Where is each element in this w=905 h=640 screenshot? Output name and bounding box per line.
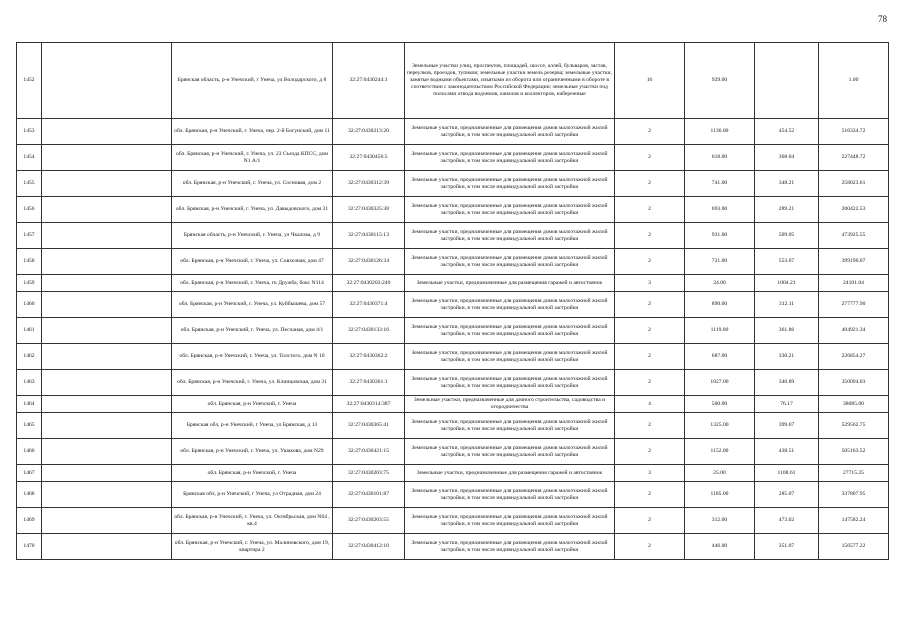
land-use-cell: Земельные участки, предназначенные для размещения домов малоэтажной жилой застройки, в том числе индивидуальной жилой застройки <box>405 370 615 396</box>
land-use-cell: Земельные участки, предназначенные для размещения домов малоэтажной жилой застройки, в том числе индивидуальной жилой застройки <box>405 171 615 197</box>
row-number-cell: 1462 <box>17 344 42 370</box>
unit-value-cell: 473.02 <box>755 508 819 534</box>
area-cell: 693.00 <box>685 197 755 223</box>
blank-cell <box>42 197 172 223</box>
blank-cell <box>42 396 172 413</box>
area-cell: 1325.00 <box>685 413 755 439</box>
table-row <box>17 413 889 439</box>
unit-value-cell: 399.67 <box>755 413 819 439</box>
table-row <box>17 508 889 534</box>
area-cell: 687.00 <box>685 344 755 370</box>
cadastral-number-cell: 32:27:0430133:16 <box>333 318 405 344</box>
address-cell: Брянская область, р-н Унечский, г. Унеча, ул Чкалова, д 9 <box>172 223 333 249</box>
cadastral-value-cell: 473925.55 <box>819 223 889 249</box>
blank-cell <box>42 508 172 534</box>
table-body <box>17 43 889 560</box>
table-row <box>17 344 889 370</box>
group-cell: 2 <box>615 508 685 534</box>
cadastral-value-cell: 337807.95 <box>819 482 889 508</box>
blank-cell <box>42 171 172 197</box>
blank-cell <box>42 223 172 249</box>
unit-value-cell: 312.11 <box>755 292 819 318</box>
blank-cell <box>42 145 172 171</box>
row-number-cell: 1457 <box>17 223 42 249</box>
group-cell: 2 <box>615 439 685 465</box>
unit-value-cell <box>755 43 819 119</box>
row-number-cell: 1452 <box>17 43 42 119</box>
area-cell: 24.00 <box>685 275 755 292</box>
unit-value-cell: 1108.61 <box>755 465 819 482</box>
cadastral-value-cell: 516334.72 <box>819 119 889 145</box>
address-cell: обл. Брянская, р-н Унечский, г. Унеча, ул. Малиновского, дом 19, квартира 2 <box>172 534 333 560</box>
table-row <box>17 318 889 344</box>
page-number: 78 <box>878 14 887 24</box>
row-number-cell: 1463 <box>17 370 42 396</box>
cadastral-value-cell: 404921.34 <box>819 318 889 344</box>
land-use-cell: Земельные участки, предназначенные для размещения домов малоэтажной жилой застройки, в том числе индивидуальной жилой застройки <box>405 318 615 344</box>
cadastral-value-cell: 147582.24 <box>819 508 889 534</box>
group-cell: 4 <box>615 396 685 413</box>
cadastral-value-cell: 350094.03 <box>819 370 889 396</box>
unit-value-cell: 438.51 <box>755 439 819 465</box>
row-number-cell: 1470 <box>17 534 42 560</box>
cadastral-value-cell: 226854.27 <box>819 344 889 370</box>
group-cell: 2 <box>615 344 685 370</box>
group-cell: 2 <box>615 534 685 560</box>
table-row <box>17 43 889 119</box>
cadastral-number-cell: 32:27:0430421:15 <box>333 439 405 465</box>
blank-cell <box>42 249 172 275</box>
land-use-cell: Земельные участки, предназначенные для размещения домов малоэтажной жилой застройки, в том числе индивидуальной жилой застройки <box>405 534 615 560</box>
blank-cell <box>42 439 172 465</box>
address-cell: обл. Брянская, р-н Унечский, г. Унеча, ул. Давыдовского, дом 31 <box>172 197 333 223</box>
row-number-cell: 1458 <box>17 249 42 275</box>
address-cell: обл. Брянская, р-н Унечский, г. Унеча, ул. Толстого, дом N 10 <box>172 344 333 370</box>
land-use-cell: Земельные участки, предназначенные для размещения домов малоэтажной жилой застройки, в том числе индивидуальной жилой застройки <box>405 249 615 275</box>
table-row <box>17 396 889 413</box>
land-use-cell: Земельные участки, предназначенные для размещения домов малоэтажной жилой застройки, в том числе индивидуальной жилой застройки <box>405 508 615 534</box>
group-cell: 16 <box>615 43 685 119</box>
area-cell: 890.00 <box>685 292 755 318</box>
cadastral-number-cell: 32:27:0430101:87 <box>333 482 405 508</box>
group-cell: 2 <box>615 223 685 249</box>
blank-cell <box>42 318 172 344</box>
row-number-cell: 1467 <box>17 465 42 482</box>
unit-value-cell: 368.04 <box>755 145 819 171</box>
land-use-cell: Земельные участки, предназначенные для размещения домов малоэтажной жилой застройки, в том числе индивидуальной жилой застройки <box>405 197 615 223</box>
area-cell: 741.00 <box>685 171 755 197</box>
address-cell: Брянская область, р-н Унечский, г Унеча, ул Володарского, д 8 <box>172 43 333 119</box>
cadastral-number-cell: 32:27:0430456:5 <box>333 145 405 171</box>
land-use-cell: Земельные участки, предназначенные для размещения домов малоэтажной жилой застройки, в том числе индивидуальной жилой застройки <box>405 223 615 249</box>
group-cell: 2 <box>615 145 685 171</box>
blank-cell <box>42 275 172 292</box>
row-number-cell: 1468 <box>17 482 42 508</box>
cadastral-value-cell: 156577.22 <box>819 534 889 560</box>
cadastral-value-cell: 1.00 <box>819 43 889 119</box>
unit-value-cell: 351.07 <box>755 534 819 560</box>
table-row <box>17 465 889 482</box>
area-cell: 929.00 <box>685 43 755 119</box>
cadastral-number-cell: 32:27:0430371:4 <box>333 292 405 318</box>
land-use-cell: Земельные участки, предназначенные для размещения гаражей и автостоянок <box>405 465 615 482</box>
cadastral-value-cell: 200422.53 <box>819 197 889 223</box>
blank-cell <box>42 292 172 318</box>
row-number-cell: 1466 <box>17 439 42 465</box>
cadastral-number-cell: 32:27:0430362:2 <box>333 344 405 370</box>
land-use-cell: Земельные участки, предназначенные для размещения домов малоэтажной жилой застройки, в том числе индивидуальной жилой застройки <box>405 413 615 439</box>
table-row <box>17 370 889 396</box>
area-cell: 1136.00 <box>685 119 755 145</box>
group-cell: 3 <box>615 465 685 482</box>
unit-value-cell: 1004.21 <box>755 275 819 292</box>
address-cell: обл. Брянская, р-н Унечский, г. Унеча, пер. 2-й Богунский, дом 11 <box>172 119 333 145</box>
unit-value-cell: 76.17 <box>755 396 819 413</box>
group-cell: 2 <box>615 119 685 145</box>
blank-cell <box>42 370 172 396</box>
address-cell: обл. Брянская, р-н Унечский, г. Унеча <box>172 396 333 413</box>
table-row <box>17 292 889 318</box>
table-row <box>17 197 889 223</box>
unit-value-cell: 553.67 <box>755 249 819 275</box>
cadastral-value-cell: 277777.90 <box>819 292 889 318</box>
area-cell: 25.00 <box>685 465 755 482</box>
table-row <box>17 275 889 292</box>
row-number-cell: 1464 <box>17 396 42 413</box>
address-cell: обл. Брянская, р-н Унечский, г. Унеча, ул. Ушакова, дом N29 <box>172 439 333 465</box>
row-number-cell: 1461 <box>17 318 42 344</box>
unit-value-cell: 509.05 <box>755 223 819 249</box>
address-cell: обл. Брянская, р-н Унечский, г. Унеча, ул. Песчаная, дом 4/1 <box>172 318 333 344</box>
land-use-cell: Земельные участки, предназначенные для размещения домов малоэтажной жилой застройки, в том числе индивидуальной жилой застройки <box>405 292 615 318</box>
blank-cell <box>42 534 172 560</box>
cadastral-value-cell: 258023.61 <box>819 171 889 197</box>
blank-cell <box>42 413 172 439</box>
group-cell: 2 <box>615 482 685 508</box>
group-cell: 2 <box>615 370 685 396</box>
blank-cell <box>42 482 172 508</box>
cadastral-number-cell: 32:27:0430325:38 <box>333 197 405 223</box>
cadastral-number-cell: 32:27:0430312:39 <box>333 171 405 197</box>
group-cell: 2 <box>615 171 685 197</box>
address-cell: обл. Брянская, р-н Унечский, г. Унеча, гк Дружба, бокс N114 <box>172 275 333 292</box>
cadastral-value-table <box>16 42 889 560</box>
unit-value-cell: 330.21 <box>755 344 819 370</box>
cadastral-number-cell: 32:27:0430213:20 <box>333 119 405 145</box>
area-cell: 1119.00 <box>685 318 755 344</box>
area-cell: 1185.00 <box>685 482 755 508</box>
group-cell: 2 <box>615 292 685 318</box>
table-row <box>17 439 889 465</box>
cadastral-number-cell: 32:27:0430203:55 <box>333 508 405 534</box>
unit-value-cell: 361.86 <box>755 318 819 344</box>
cadastral-value-cell: 399196.07 <box>819 249 889 275</box>
cadastral-number-cell: 32:27:0430126:34 <box>333 249 405 275</box>
area-cell: 721.00 <box>685 249 755 275</box>
cadastral-number-cell: 32:27:0430244:1 <box>333 43 405 119</box>
address-cell: Брянская обл, р-н Унечский, г Унеча, ул Отрадная, дом 24 <box>172 482 333 508</box>
cadastral-number-cell: 32:27:0430203:75 <box>333 465 405 482</box>
address-cell: обл. Брянская, р-н Унечский, г. Унеча <box>172 465 333 482</box>
cadastral-value-cell: 24101.04 <box>819 275 889 292</box>
row-number-cell: 1456 <box>17 197 42 223</box>
area-cell: 1152.00 <box>685 439 755 465</box>
cadastral-number-cell: 32:27:0430115:13 <box>333 223 405 249</box>
land-use-cell: Земельные участки, предназначенные для размещения домов малоэтажной жилой застройки, в том числе индивидуальной жилой застройки <box>405 439 615 465</box>
address-cell: обл. Брянская, р-н Унечский, г. Унеча, ул. Совхозная, дом 47 <box>172 249 333 275</box>
area-cell: 446.00 <box>685 534 755 560</box>
land-use-cell: Земельные участки улиц, проспектов, площадей, шоссе, аллей, бульваров, застав, переулков, проездов, тупиков; земельные участки земель резерва; земельные участки, занятые водными объектами, изъятыми из оборота или ограниченными в обороте в соответствии с законодательством Российской Федерации; земельные участки под полосами отвода водоемов, каналов и коллекторов, набережные <box>405 43 615 119</box>
cadastral-value-cell: 505163.52 <box>819 439 889 465</box>
area-cell: 500.00 <box>685 396 755 413</box>
cadastral-number-cell: 32:27:0430412:10 <box>333 534 405 560</box>
row-number-cell: 1459 <box>17 275 42 292</box>
land-use-cell: Земельные участки, предназначенные для дачного строительства, садоводства и огородничества <box>405 396 615 413</box>
row-number-cell: 1455 <box>17 171 42 197</box>
row-number-cell: 1469 <box>17 508 42 534</box>
cadastral-value-cell: 27715.25 <box>819 465 889 482</box>
group-cell: 2 <box>615 413 685 439</box>
cadastral-value-cell: 529562.75 <box>819 413 889 439</box>
cadastral-value-cell: 38085.00 <box>819 396 889 413</box>
blank-cell <box>42 43 172 119</box>
table-row <box>17 534 889 560</box>
table-row <box>17 249 889 275</box>
cadastral-number-cell: 32:27:0430365:41 <box>333 413 405 439</box>
unit-value-cell: 454.52 <box>755 119 819 145</box>
address-cell: Брянская обл, р-н Унечский, г Унеча, ул Брянская, д 13 <box>172 413 333 439</box>
group-cell: 2 <box>615 197 685 223</box>
cadastral-number-cell: 32:27:0430361:1 <box>333 370 405 396</box>
area-cell: 618.00 <box>685 145 755 171</box>
blank-cell <box>42 344 172 370</box>
row-number-cell: 1465 <box>17 413 42 439</box>
unit-value-cell: 340.89 <box>755 370 819 396</box>
row-number-cell: 1460 <box>17 292 42 318</box>
area-cell: 931.00 <box>685 223 755 249</box>
group-cell: 3 <box>615 275 685 292</box>
group-cell: 2 <box>615 249 685 275</box>
blank-cell <box>42 465 172 482</box>
address-cell: обл. Брянская, р-н Унечский, г. Унеча, ул. Куйбышева, дом 57 <box>172 292 333 318</box>
cadastral-value-cell: 227448.72 <box>819 145 889 171</box>
table-row <box>17 482 889 508</box>
table-row <box>17 171 889 197</box>
cadastral-number-cell: 32:27:0430203:240 <box>333 275 405 292</box>
area-cell: 1027.00 <box>685 370 755 396</box>
table-row <box>17 223 889 249</box>
address-cell: обл. Брянская, р-н Унечский, г. Унеча, ул. Сосновая, дом 2 <box>172 171 333 197</box>
land-use-cell: Земельные участки, предназначенные для размещения домов малоэтажной жилой застройки, в том числе индивидуальной жилой застройки <box>405 482 615 508</box>
land-use-cell: Земельные участки, предназначенные для размещения гаражей и автостоянок <box>405 275 615 292</box>
unit-value-cell: 285.07 <box>755 482 819 508</box>
table-row <box>17 145 889 171</box>
land-use-cell: Земельные участки, предназначенные для размещения домов малоэтажной жилой застройки, в том числе индивидуальной жилой застройки <box>405 119 615 145</box>
cadastral-number-cell: 32:27:0430314:387 <box>333 396 405 413</box>
unit-value-cell: 289.21 <box>755 197 819 223</box>
blank-cell <box>42 119 172 145</box>
address-cell: обл. Брянская, р-н Унечский, г. Унеча, ул. Клинцовская, дом 31 <box>172 370 333 396</box>
address-cell: обл. Брянская, р-н Унечский, г. Унеча, ул. 23 Съезда КПСС, дом N1 А/1 <box>172 145 333 171</box>
row-number-cell: 1454 <box>17 145 42 171</box>
land-use-cell: Земельные участки, предназначенные для размещения домов малоэтажной жилой застройки, в том числе индивидуальной жилой застройки <box>405 344 615 370</box>
unit-value-cell: 348.21 <box>755 171 819 197</box>
address-cell: обл. Брянская, р-н Унечский, г. Унеча, ул. Октябрьская, дом N64 , кв.4 <box>172 508 333 534</box>
row-number-cell: 1453 <box>17 119 42 145</box>
group-cell: 2 <box>615 318 685 344</box>
table-row <box>17 119 889 145</box>
area-cell: 312.00 <box>685 508 755 534</box>
land-use-cell: Земельные участки, предназначенные для размещения домов малоэтажной жилой застройки, в том числе индивидуальной жилой застройки <box>405 145 615 171</box>
